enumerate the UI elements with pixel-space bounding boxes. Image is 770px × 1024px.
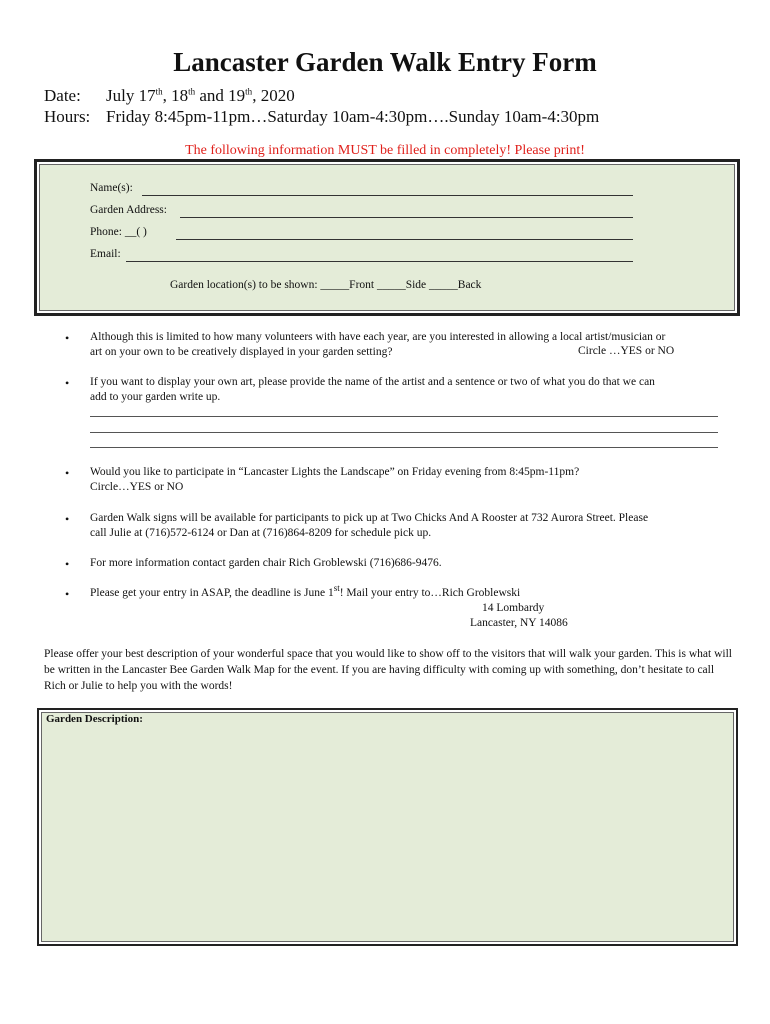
bullet-icon: •: [65, 587, 70, 601]
garden-description-field[interactable]: [37, 708, 738, 946]
names-label: Name(s):: [90, 182, 133, 194]
bullet-icon: •: [65, 512, 70, 526]
bullet-3-line1: Would you like to participate in “Lancaster Lights the Landscape” on Friday evening from 8:45pm-11pm?: [90, 466, 580, 478]
bullet-icon: •: [65, 376, 70, 390]
required-notice: The following information MUST be filled in completely! Please print!: [185, 143, 585, 158]
bullet-1-line1: Although this is limited to how many volunteers with have each year, are you interested in allowing a local artist/musician or: [90, 331, 666, 343]
hours-label: Hours:: [44, 107, 91, 126]
email-label: Email:: [90, 248, 121, 260]
art-yes-no-circle[interactable]: Circle …YES or NO: [578, 345, 675, 357]
bullet-5: For more information contact garden chair Rich Groblewski (716)686-9476.: [90, 557, 442, 569]
phone-field[interactable]: [176, 239, 633, 240]
bullet-2-line2: add to your garden write up.: [90, 391, 221, 403]
bullet-4-line2: call Julie at (716)572-6124 or Dan at (716)864-8209 for schedule pick up.: [90, 527, 432, 539]
mail-address-city: Lancaster, NY 14086: [470, 617, 568, 629]
garden-location-field[interactable]: Garden location(s) to be shown: _____Front _____Side _____Back: [170, 279, 482, 291]
date-value: July 17th, 18th and 19th, 2020: [106, 86, 295, 105]
garden-description-label: Garden Description:: [46, 713, 143, 725]
artist-write-line[interactable]: [90, 432, 718, 433]
bullet-icon: •: [65, 557, 70, 571]
hours-row: [44, 107, 599, 127]
address-field[interactable]: [180, 217, 633, 218]
hours-value: Friday 8:45pm-11pm…Saturday 10am-4:30pm….Sunday 10am-4:30pm: [106, 107, 600, 126]
names-field[interactable]: [142, 195, 633, 196]
artist-write-line[interactable]: [90, 416, 718, 417]
bullet-icon: •: [65, 466, 70, 480]
email-field[interactable]: [126, 261, 633, 262]
lights-yes-no-circle[interactable]: Circle…YES or NO: [90, 481, 184, 493]
address-label: Garden Address:: [90, 204, 167, 216]
bullet-2-line1: If you want to display your own art, please provide the name of the artist and a sentence or two of what you do that we can: [90, 376, 655, 388]
description-instructions: Please offer your best description of your wonderful space that you would like to show off to the visitors that will walk your garden. This is what will be written in the Lancaster Bee Garden Walk Map for the event. If you are having difficulty with coming up with something, don’t hesitate to call Rich or Julie to help you with the words!: [44, 648, 732, 692]
bullet-6-line1: Please get your entry in ASAP, the deadline is June 1st! Mail your entry to…Rich Groblewski: [90, 583, 521, 599]
page-title: Lancaster Garden Walk Entry Form: [173, 47, 597, 77]
bullet-1-line2: art on your own to be creatively displayed in your garden setting?: [90, 346, 393, 358]
bullet-4-line1: Garden Walk signs will be available for participants to pick up at Two Chicks And A Rooster at 732 Aurora Street. Please: [90, 512, 649, 524]
phone-label: Phone: __( ): [90, 226, 147, 238]
date-row: [44, 86, 295, 106]
artist-write-line[interactable]: [90, 447, 718, 448]
bullet-icon: •: [65, 331, 70, 345]
mail-address-street: 14 Lombardy: [482, 602, 545, 614]
date-label: Date:: [44, 86, 81, 105]
